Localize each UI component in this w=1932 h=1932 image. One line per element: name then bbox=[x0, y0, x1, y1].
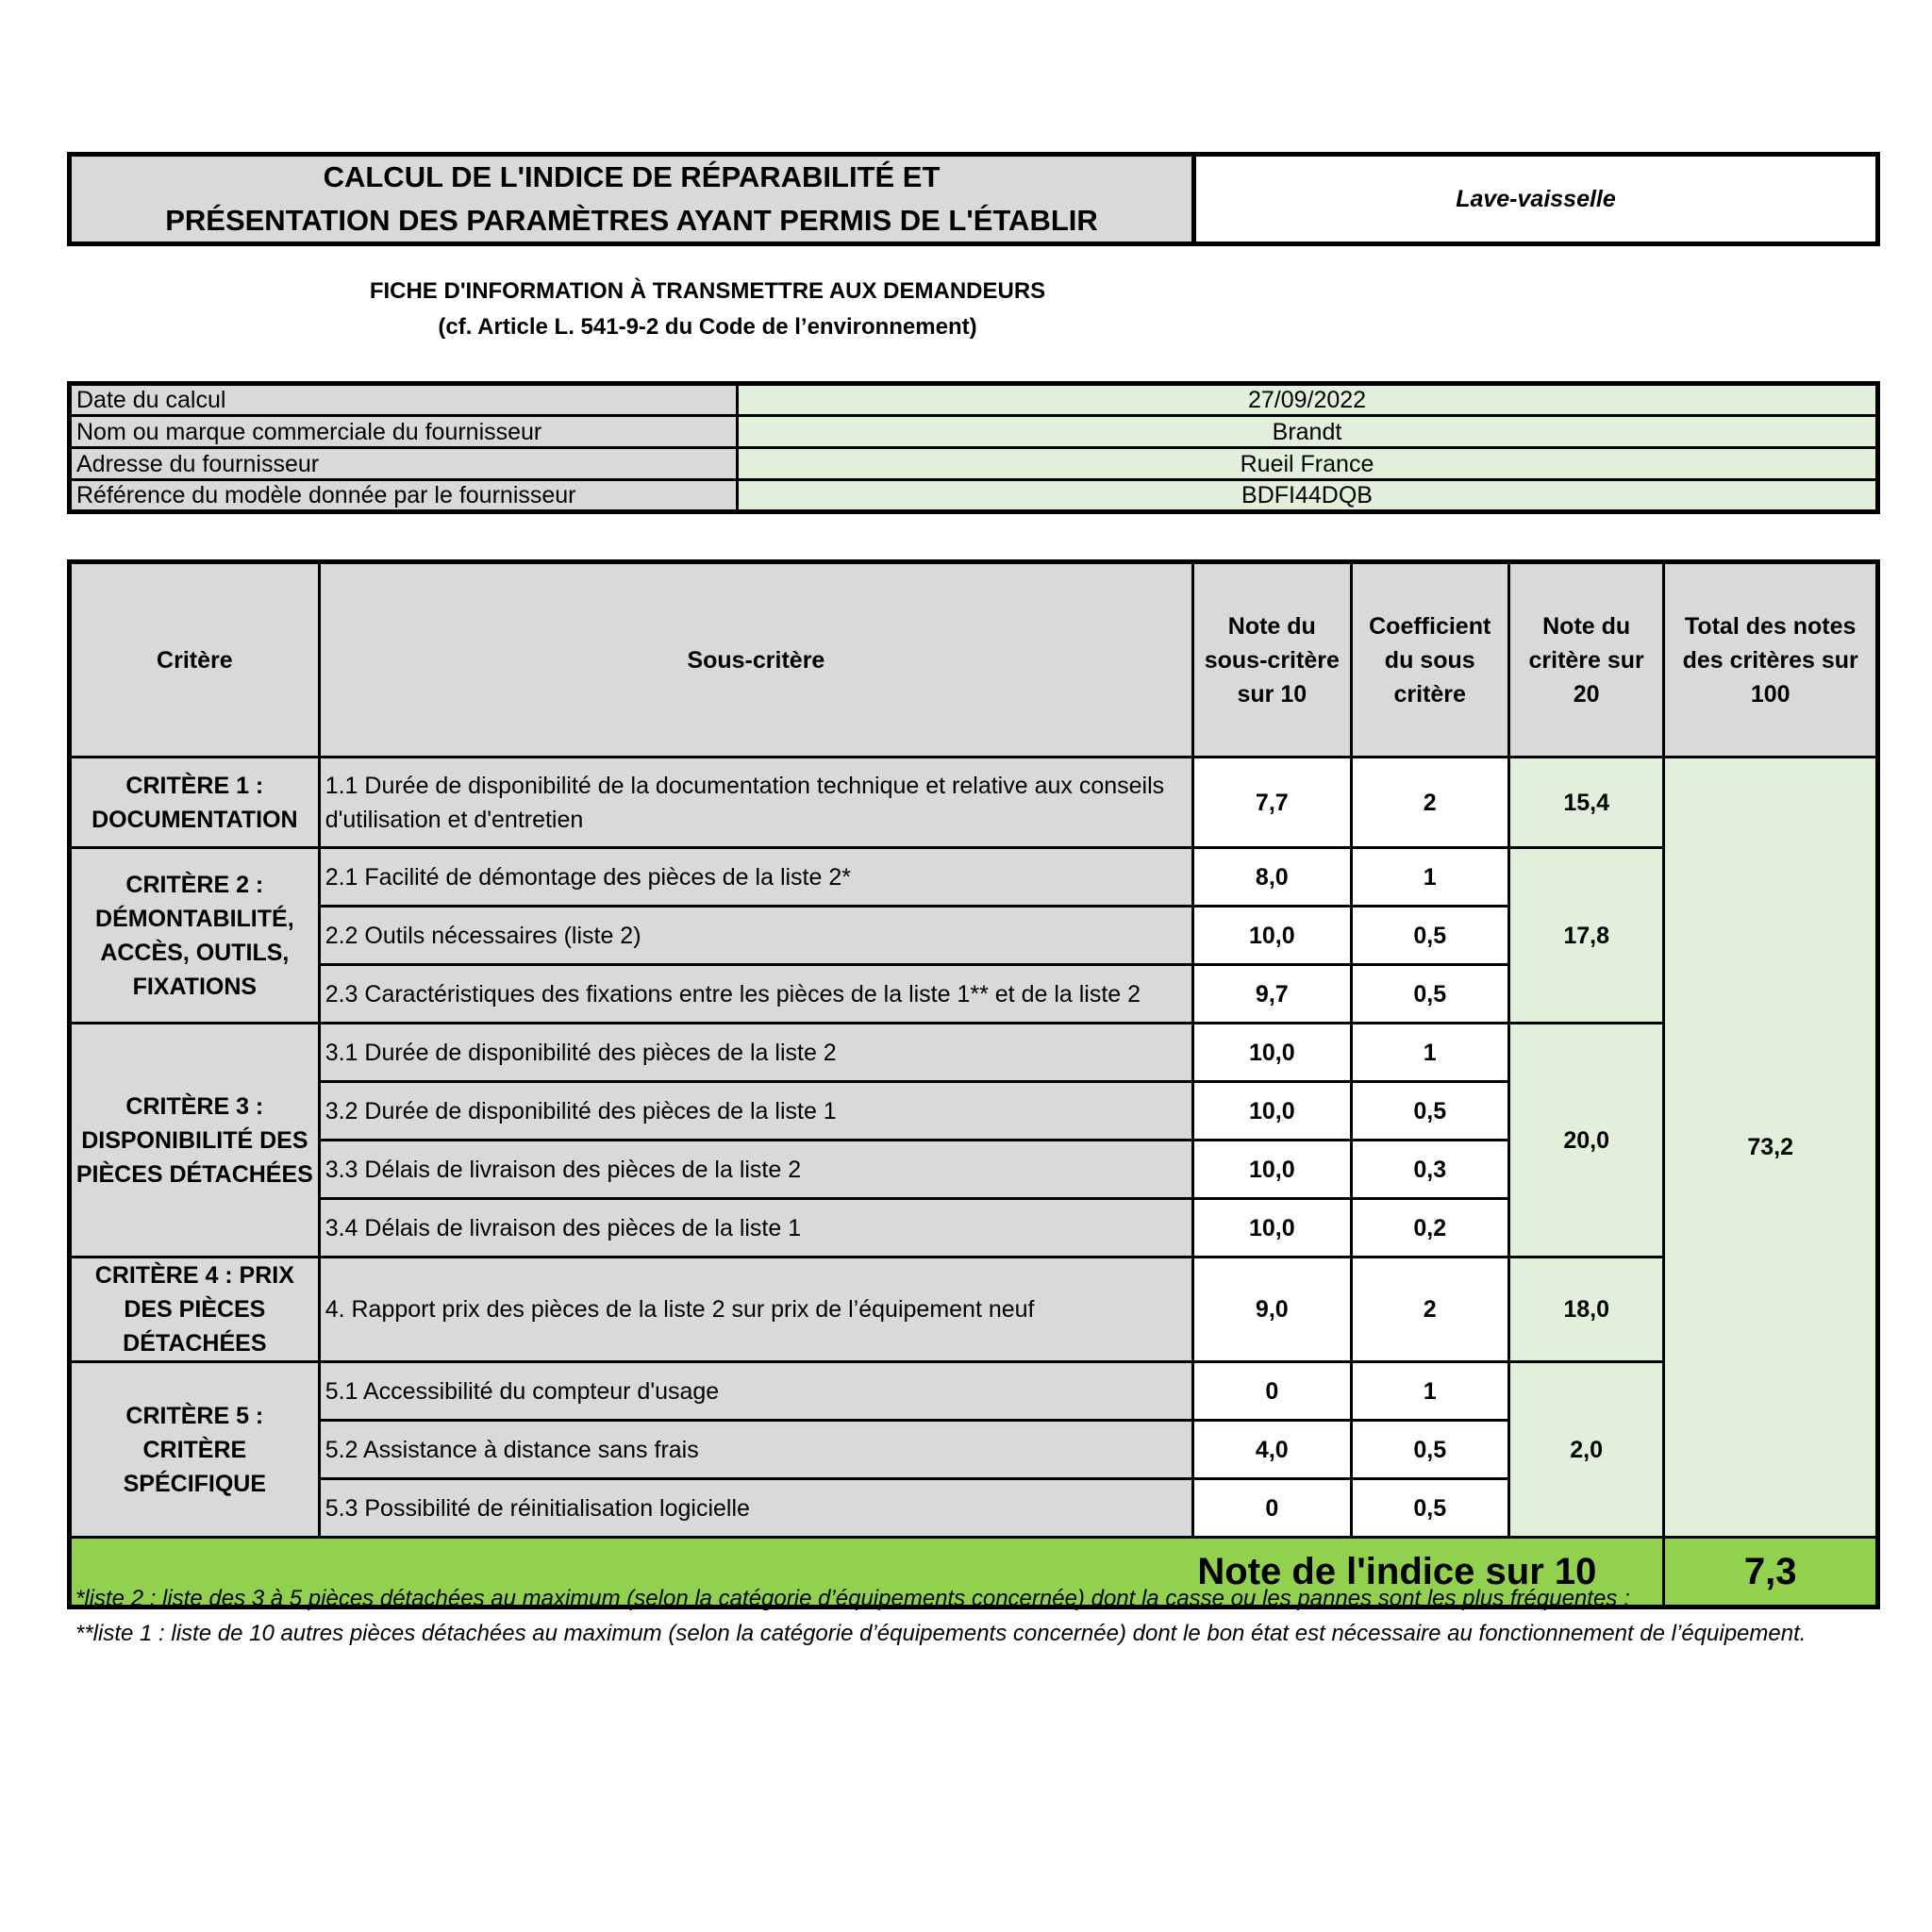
sub-criterion-note: 8,0 bbox=[1193, 848, 1351, 907]
sub-criterion-coef: 2 bbox=[1351, 758, 1508, 848]
info-row bbox=[70, 384, 1878, 416]
info-value: BDFI44DQB bbox=[738, 480, 1878, 512]
sub-criterion-coef: 1 bbox=[1351, 848, 1508, 907]
info-row bbox=[70, 416, 1878, 448]
sub-criterion-note: 10,0 bbox=[1193, 1082, 1351, 1141]
sub-criterion-note: 7,7 bbox=[1193, 758, 1351, 848]
table-header-row bbox=[70, 562, 1878, 758]
sub-criterion-coef: 0,5 bbox=[1351, 1082, 1508, 1141]
sub-criterion-label: 3.1 Durée de disponibilité des pièces de la liste 2 bbox=[319, 1024, 1192, 1082]
criterion-note: 20,0 bbox=[1508, 1024, 1663, 1257]
info-row bbox=[70, 480, 1878, 512]
index-score-label: Note de l'indice sur 10 bbox=[70, 1538, 1664, 1607]
info-value: Rueil France bbox=[738, 448, 1878, 480]
footnotes bbox=[75, 1581, 1811, 1651]
table-row bbox=[70, 1257, 1878, 1362]
sub-criterion-coef: 2 bbox=[1351, 1257, 1508, 1362]
sub-criterion-coef: 0,2 bbox=[1351, 1199, 1508, 1257]
total-score: 73,2 bbox=[1664, 758, 1878, 1538]
column-header-coefficient: Coefficient du sous critère bbox=[1351, 562, 1508, 758]
supplier-info-table bbox=[67, 381, 1880, 514]
index-score-value: 7,3 bbox=[1664, 1538, 1878, 1607]
criterion-name: CRITÈRE 1 : DOCUMENTATION bbox=[70, 758, 320, 848]
sub-criterion-coef: 0,5 bbox=[1351, 1479, 1508, 1538]
criterion-note: 2,0 bbox=[1508, 1362, 1663, 1538]
sub-criterion-label: 3.4 Délais de livraison des pièces de la liste 1 bbox=[319, 1199, 1192, 1257]
column-header-note-sous-critere: Note du sous-critère sur 10 bbox=[1193, 562, 1351, 758]
info-label: Adresse du fournisseur bbox=[70, 448, 738, 480]
info-value: 27/09/2022 bbox=[738, 384, 1878, 416]
sub-criterion-label: 5.2 Assistance à distance sans frais bbox=[319, 1421, 1192, 1479]
sub-criterion-coef: 0,3 bbox=[1351, 1141, 1508, 1199]
sub-criterion-label: 2.3 Caractéristiques des fixations entre les pièces de la liste 1** et de la liste 2 bbox=[319, 965, 1192, 1024]
table-row bbox=[70, 1362, 1878, 1421]
table-row bbox=[70, 758, 1878, 848]
sub-criterion-label: 5.1 Accessibilité du compteur d'usage bbox=[319, 1362, 1192, 1421]
sub-criterion-note: 9,7 bbox=[1193, 965, 1351, 1024]
info-label: Référence du modèle donnée par le fournisseur bbox=[70, 480, 738, 512]
document-title bbox=[72, 157, 1196, 242]
document-header bbox=[67, 152, 1880, 246]
criterion-name: CRITÈRE 4 : PRIX DES PIÈCES DÉTACHÉES bbox=[70, 1257, 320, 1362]
sub-criterion-coef: 0,5 bbox=[1351, 965, 1508, 1024]
sub-criterion-note: 10,0 bbox=[1193, 907, 1351, 965]
criterion-note: 17,8 bbox=[1508, 848, 1663, 1024]
sub-criterion-note: 0 bbox=[1193, 1362, 1351, 1421]
sub-criterion-note: 4,0 bbox=[1193, 1421, 1351, 1479]
sub-criterion-label: 3.2 Durée de disponibilité des pièces de la liste 1 bbox=[319, 1082, 1192, 1141]
table-row bbox=[70, 848, 1878, 907]
criterion-name: CRITÈRE 5 : CRITÈRE SPÉCIFIQUE bbox=[70, 1362, 320, 1538]
info-row bbox=[70, 448, 1878, 480]
sub-criterion-coef: 1 bbox=[1351, 1024, 1508, 1082]
footnote-liste-2: *liste 2 : liste des 3 à 5 pièces détachées au maximum (selon la catégorie d’équipements concernée) dont la casse ou les pannes sont les plus fréquentes ; bbox=[75, 1586, 1630, 1611]
footnote-liste-1: **liste 1 : liste de 10 autres pièces détachées au maximum (selon la catégorie d’équipements concernée) dont le bon état est nécessaire au fonctionnement de l’équipement. bbox=[75, 1621, 1807, 1646]
sub-criterion-coef: 0,5 bbox=[1351, 907, 1508, 965]
sub-criterion-coef: 0,5 bbox=[1351, 1421, 1508, 1479]
sub-criterion-note: 10,0 bbox=[1193, 1024, 1351, 1082]
column-header-critere: Critère bbox=[70, 562, 320, 758]
sub-criterion-label: 4. Rapport prix des pièces de la liste 2 sur prix de l’équipement neuf bbox=[319, 1257, 1192, 1362]
repairability-score-table bbox=[67, 559, 1880, 1609]
sub-criterion-note: 0 bbox=[1193, 1479, 1351, 1538]
title-line-2: PRÉSENTATION DES PARAMÈTRES AYANT PERMIS DE L'ÉTABLIR bbox=[165, 204, 1098, 237]
subtitle-line-2: (cf. Article L. 541-9-2 du Code de l’environnement) bbox=[438, 314, 977, 340]
sub-criterion-coef: 1 bbox=[1351, 1362, 1508, 1421]
product-type: Lave-vaisselle bbox=[1456, 185, 1616, 212]
column-header-total: Total des notes des critères sur 100 bbox=[1664, 562, 1878, 758]
sub-criterion-note: 10,0 bbox=[1193, 1199, 1351, 1257]
column-header-sous-critere: Sous-critère bbox=[319, 562, 1192, 758]
info-label: Nom ou marque commerciale du fournisseur bbox=[70, 416, 738, 448]
info-label: Date du calcul bbox=[70, 384, 738, 416]
sub-criterion-note: 10,0 bbox=[1193, 1141, 1351, 1199]
sub-criterion-label: 3.3 Délais de livraison des pièces de la liste 2 bbox=[319, 1141, 1192, 1199]
criterion-note: 15,4 bbox=[1508, 758, 1663, 848]
info-value: Brandt bbox=[738, 416, 1878, 448]
table-row bbox=[70, 1024, 1878, 1082]
sub-criterion-note: 9,0 bbox=[1193, 1257, 1351, 1362]
criterion-note: 18,0 bbox=[1508, 1257, 1663, 1362]
sub-criterion-label: 5.3 Possibilité de réinitialisation logicielle bbox=[319, 1479, 1192, 1538]
subtitle-line-1: FICHE D'INFORMATION À TRANSMETTRE AUX DEMANDEURS bbox=[369, 278, 1046, 304]
sub-criterion-label: 1.1 Durée de disponibilité de la documentation technique et relative aux conseils d'utilisation et d'entretien bbox=[319, 758, 1192, 848]
sub-criterion-label: 2.1 Facilité de démontage des pièces de la liste 2* bbox=[319, 848, 1192, 907]
criterion-name: CRITÈRE 3 : DISPONIBILITÉ DES PIÈCES DÉTACHÉES bbox=[70, 1024, 320, 1257]
criterion-name: CRITÈRE 2 : DÉMONTABILITÉ, ACCÈS, OUTILS, FIXATIONS bbox=[70, 848, 320, 1024]
column-header-note-critere: Note du critère sur 20 bbox=[1508, 562, 1663, 758]
sub-criterion-label: 2.2 Outils nécessaires (liste 2) bbox=[319, 907, 1192, 965]
title-line-1: CALCUL DE L'INDICE DE RÉPARABILITÉ ET bbox=[323, 160, 941, 193]
